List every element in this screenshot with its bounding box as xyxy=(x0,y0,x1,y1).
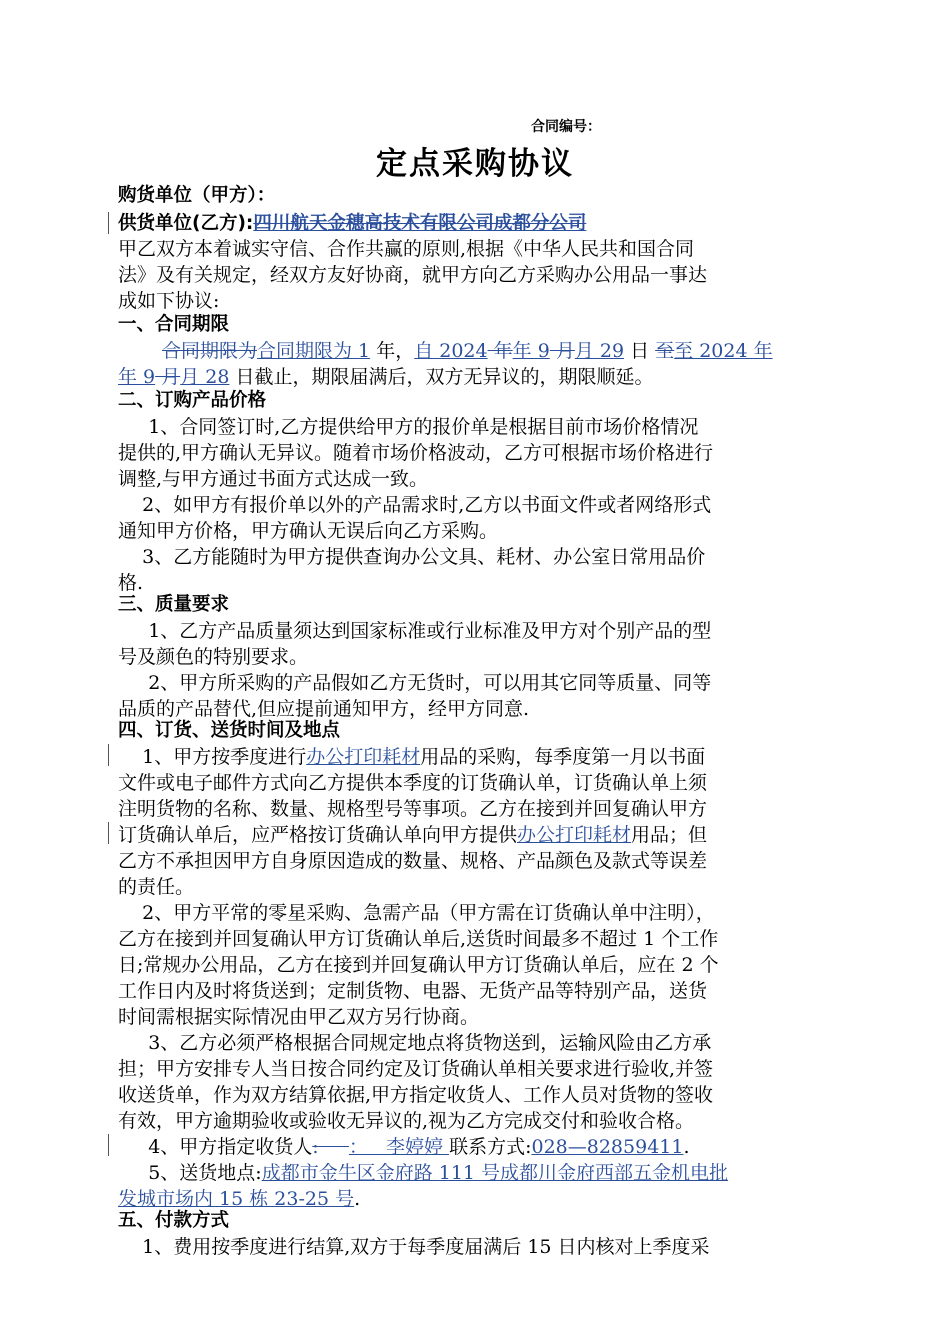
deleted-text: : xyxy=(312,1136,319,1158)
inserted-text: 至 2024 年 xyxy=(674,340,773,362)
inserted-text: 年 9 xyxy=(512,340,550,362)
body-line: 2、甲方所采购的产品假如乙方无货时，可以用其它同等质量、同等 xyxy=(118,672,712,694)
inserted-text: 合同期限为 1 xyxy=(257,340,371,362)
revision-bar xyxy=(108,1134,109,1156)
body-line: 日;常规办公用品，乙方在接到并回复确认甲方订货确认单后，应在 2 个 xyxy=(118,954,719,976)
body-text: . xyxy=(683,1136,690,1158)
revision-bar xyxy=(108,822,109,844)
body-line: 乙方在接到并回复确认甲方订货确认单后,送货时间最多不超过 1 个工作 xyxy=(118,928,719,950)
body-line: 2、甲方平常的零星采购、急需产品（甲方需在订货确认单中注明）， xyxy=(118,902,715,924)
term-line-2 xyxy=(118,364,833,390)
supplier-label: 供货单位(乙方): xyxy=(118,213,254,234)
term-line-1 xyxy=(118,338,833,364)
intro-line: 成如下协议: xyxy=(118,290,220,312)
body-line xyxy=(118,744,833,770)
body-text: 4、甲方指定收货人 xyxy=(118,1136,313,1158)
body-line: 工作日内及时将货送到；定制货物、电器、无货产品等特别产品，送货 xyxy=(118,980,708,1002)
receiver-phone: 028—82859411 xyxy=(531,1136,684,1158)
revision-bar xyxy=(108,744,109,766)
inserted-text: 办公打印耗材 xyxy=(517,824,632,846)
address-line xyxy=(118,1160,833,1186)
page-title: 定点采购协议 xyxy=(376,146,574,182)
body-text: 1、甲方按季度进行 xyxy=(118,746,307,768)
body-line: 担；甲方安排专人当日按合同约定及订货确认单相关要求进行验收,并签 xyxy=(118,1058,714,1080)
body-line: 格. xyxy=(118,572,144,594)
body-line: 号及颜色的特别要求。 xyxy=(118,646,309,668)
body-line: 2、如甲方有报价单以外的产品需求时,乙方以书面文件或者网络形式 xyxy=(118,494,712,516)
body-line: 1、费用按季度进行结算,双方于每季度届满后 15 日内核对上季度采 xyxy=(118,1236,710,1258)
inserted-text: 办公打印耗材 xyxy=(306,746,421,768)
deleted-text: 月 xyxy=(155,366,181,388)
deleted-text: 年 xyxy=(487,340,513,362)
deleted-text: 合同期限为 xyxy=(162,340,258,362)
supplier-name: 四川航天金穗高技术有限公司成都分公司 xyxy=(253,213,587,234)
body-text: 日 xyxy=(624,340,656,362)
body-line: 调整,与甲方通过书面方式达成一致。 xyxy=(118,468,429,490)
deleted-text: 月 xyxy=(549,340,575,362)
body-line xyxy=(118,822,833,848)
receiver-line xyxy=(118,1134,833,1160)
body-text: 用品；但 xyxy=(631,824,708,846)
body-text: 年， xyxy=(370,340,415,362)
body-line: 的责任。 xyxy=(118,876,195,898)
intro-line: 甲乙双方本着诚实守信、合作共赢的原则,根据《中华人民共和国合同 xyxy=(118,238,695,260)
body-line: 1、合同签订时,乙方提供给甲方的报价单是根据目前市场价格情况 xyxy=(118,416,699,438)
body-text: 用品的采购，每季度第一月以书面 xyxy=(420,746,706,768)
section-heading: 三、质量要求 xyxy=(118,594,230,615)
buyer-label: 购货单位（甲方）： xyxy=(118,185,276,206)
delivery-address: 发城市场内 15 栋 23-25 号 xyxy=(118,1188,355,1210)
revision-bar xyxy=(108,212,109,234)
section-heading: 四、订货、送货时间及地点 xyxy=(118,720,341,741)
section-heading: 五、付款方式 xyxy=(118,1210,230,1231)
body-line: 有效，甲方逾期验收或验收无异议的,视为乙方完成交付和验收合格。 xyxy=(118,1110,695,1132)
body-line: 1、乙方产品质量须达到国家标准或行业标准及甲方对个别产品的型 xyxy=(118,620,712,642)
body-text: 订货确认单后，应严格按订货确认单向甲方提供 xyxy=(118,824,518,846)
body-text: 5、送货地点: xyxy=(118,1162,262,1184)
body-line: 时间需根据实际情况由甲乙双方另行协商。 xyxy=(118,1006,480,1028)
body-line: 提供的,甲方确认无异议。随着市场价格波动，乙方可根据市场价格进行 xyxy=(118,442,714,464)
body-line: 3、乙方必须严格根据合同规定地点将货物送到，运输风险由乙方承 xyxy=(118,1032,712,1054)
body-text: . xyxy=(354,1188,361,1210)
body-line: 3、乙方能随时为甲方提供查询办公文具、耗材、办公室日常用品价 xyxy=(118,546,706,568)
inserted-text: 月 29 xyxy=(574,340,625,362)
supplier-line xyxy=(118,210,833,237)
section-heading: 一、合同期限 xyxy=(118,314,230,335)
inserted-text: 自 2024 xyxy=(414,340,488,362)
body-line: 注明货物的名称、数量、规格型号等事项。乙方在接到并回复确认甲方 xyxy=(118,798,708,820)
body-line: 乙方不承担因甲方自身原因造成的数量、规格、产品颜色及款式等误差 xyxy=(118,850,708,872)
body-text: 联系方式: xyxy=(449,1136,532,1158)
body-line: 品质的产品替代,但应提前通知甲方，经甲方同意. xyxy=(118,698,530,720)
body-line: 收送货单，作为双方结算依据,甲方指定收货人、工作人员对货物的签收 xyxy=(118,1084,714,1106)
contract-number-label: 合同编号： xyxy=(531,119,601,135)
body-text: 日截止，期限届满后，双方无异议的，期限顺延。 xyxy=(229,366,654,388)
delivery-address: 成都市金牛区金府路 111 号成都川金府西部五金机电批 xyxy=(261,1162,729,1184)
deleted-text xyxy=(319,1136,349,1158)
section-heading: 二、订购产品价格 xyxy=(118,390,267,411)
body-line: 通知甲方价格，甲方确认无误后向乙方采购。 xyxy=(118,520,499,542)
body-line: 文件或电子邮件方式向乙方提供本季度的订货确认单，订货确认单上须 xyxy=(118,772,708,794)
inserted-text: 年 9 xyxy=(118,366,156,388)
receiver-name: ： 李婷婷 xyxy=(348,1136,450,1158)
deleted-text: 至 xyxy=(655,340,675,362)
intro-line: 法》及有关规定，经双方友好协商，就甲方向乙方采购办公用品一事达 xyxy=(118,264,708,286)
inserted-text: 月 28 xyxy=(180,366,230,388)
